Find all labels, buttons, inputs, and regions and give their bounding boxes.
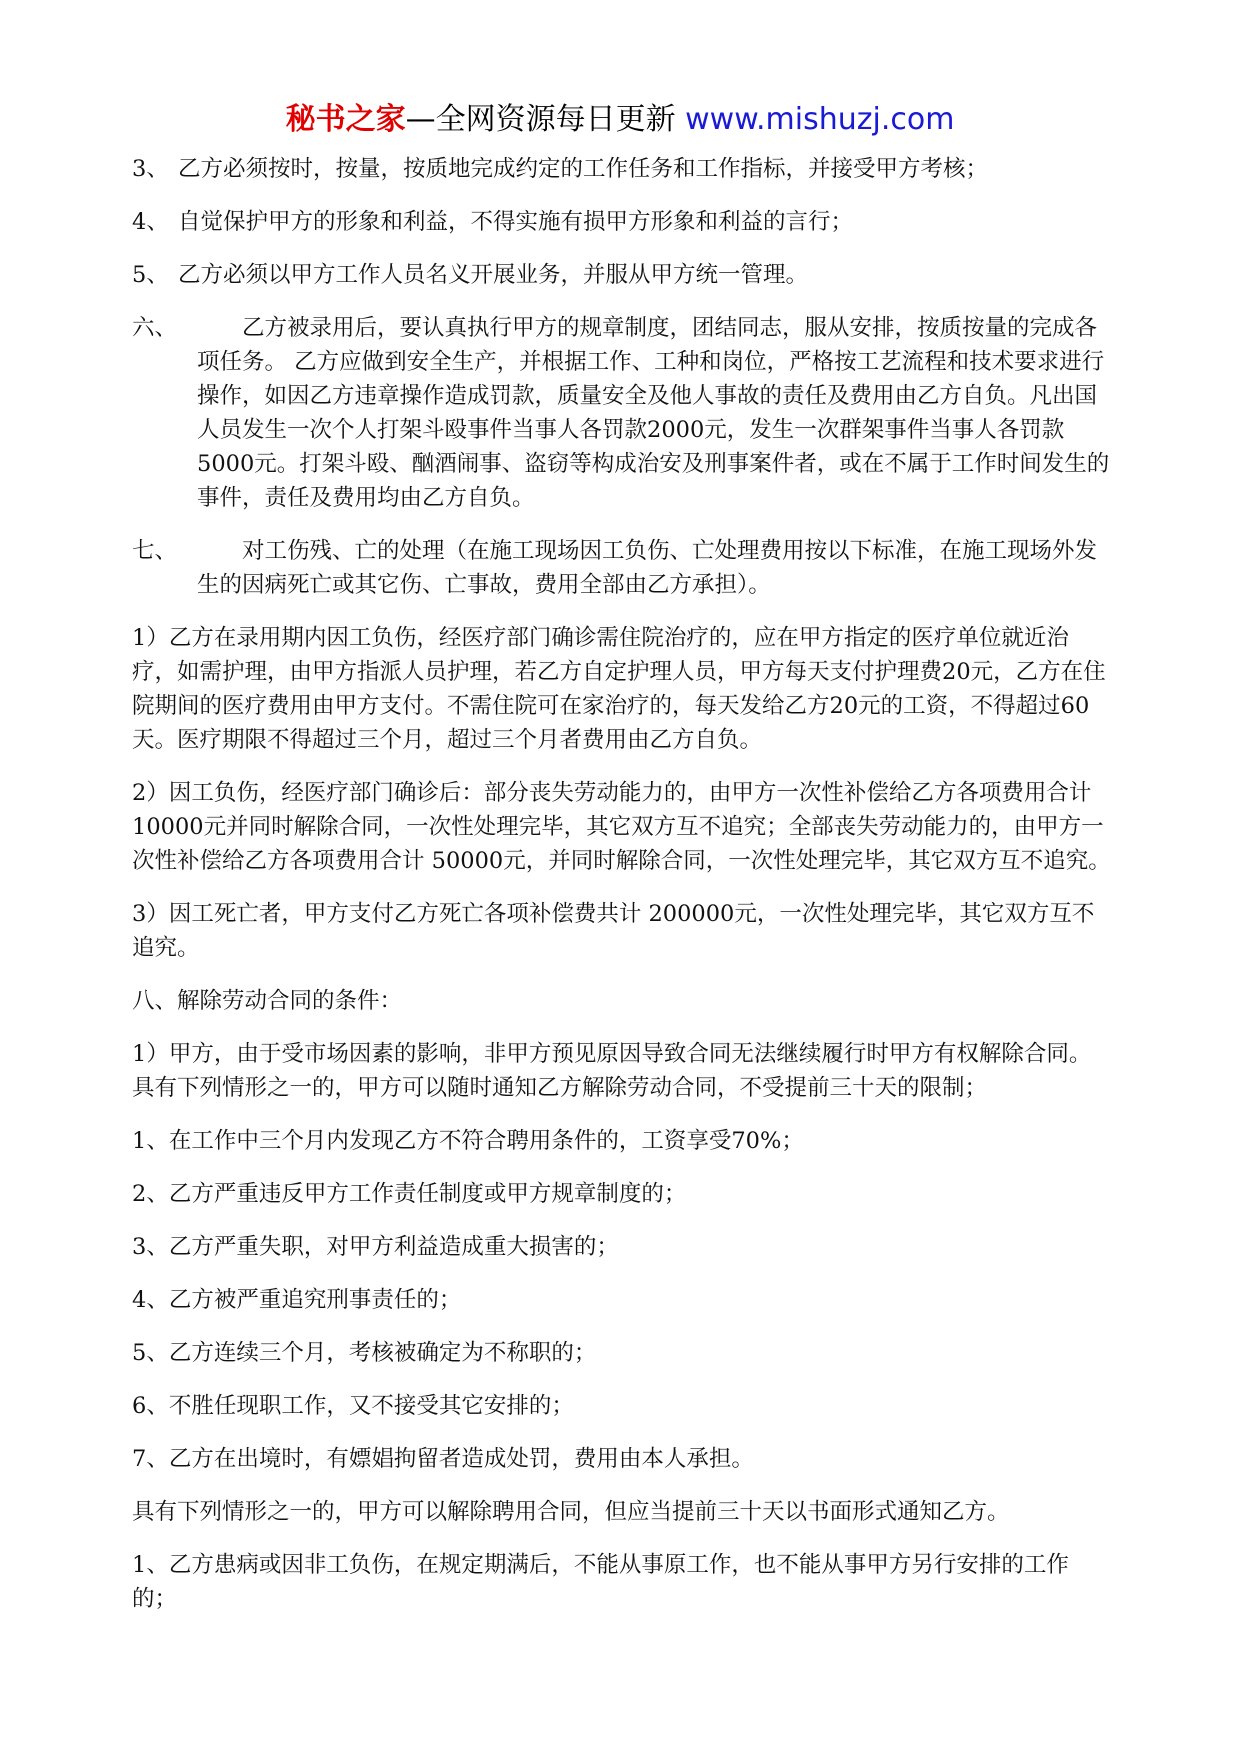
termination-item-4: 4、乙方被严重追究刑事责任的； — [132, 1287, 462, 1313]
termination-item-6: 6、不胜任现职工作，又不接受其它安排的； — [132, 1393, 574, 1419]
termination-item-3: 3、乙方严重失职，对甲方利益造成重大损害的； — [132, 1234, 619, 1260]
injury-clause-1: 1）乙方在录用期内因工负伤，经医疗部门确诊需住院治疗的，应在甲方指定的医疗单位就近治疗，如需护理，由甲方指派人员护理，若乙方自定护理人员，甲方每天支付护理费20元，乙方在住院期间的医疗费用由甲方支付。不需住院可在家治疗的，每天发给乙方20元的工资，不得超过60天。医疗期限不得超过三个月，超过三个月者费用由乙方自负。 — [132, 625, 1106, 753]
section-8-title: 八、解除劳动合同的条件： — [132, 988, 403, 1014]
notice-termination-item-1: 1、乙方患病或因非工负伤，在规定期满后，不能从事原工作，也不能从事甲方另行安排的工作的； — [132, 1552, 1069, 1612]
termination-item-5: 5、乙方连续三个月，考核被确定为不称职的； — [132, 1340, 597, 1366]
section-number: 七、 — [132, 538, 178, 564]
clause-item-3 — [132, 152, 1112, 186]
watermark-brand: 秘书之家 — [285, 102, 406, 137]
section-7 — [132, 534, 1112, 602]
notice-termination-intro: 具有下列情形之一的，甲方可以解除聘用合同，但应当提前三十天以书面形式通知乙方。 — [132, 1499, 1010, 1525]
clause-number: 5、 — [132, 262, 169, 288]
clause-item-5 — [132, 258, 1112, 292]
clause-text: 自觉保护甲方的形象和利益，不得实施有损甲方形象和利益的言行； — [178, 209, 854, 235]
termination-item-7: 7、乙方在出境时，有嫖娼拘留者造成处罚，费用由本人承担。 — [132, 1446, 754, 1472]
document-body — [132, 152, 1112, 1616]
clause-text: 乙方必须以甲方工作人员名义开展业务，并服从甲方统一管理。 — [178, 262, 809, 288]
clause-number: 3、 — [132, 156, 169, 182]
clause-item-4 — [132, 205, 1112, 239]
clause-text: 乙方必须按时，按量，按质地完成约定的工作任务和工作指标，并接受甲方考核； — [178, 156, 989, 182]
termination-intro: 1）甲方，由于受市场因素的影响，非甲方预见原因导致合同无法继续履行时甲方有权解除合同。具有下列情形之一的，甲方可以随时通知乙方解除劳动合同，不受提前三十天的限制； — [132, 1041, 1092, 1101]
injury-clause-3: 3）因工死亡者，甲方支付乙方死亡各项补偿费共计 200000元，一次性处理完毕，其它双方互不追究。 — [132, 901, 1095, 961]
termination-item-1: 1、在工作中三个月内发现乙方不符合聘用条件的，工资享受70%； — [132, 1128, 804, 1154]
section-text: 乙方被录用后，要认真执行甲方的规章制度，团结同志，服从安排，按质按量的完成各项任务。 乙方应做到安全生产，并根据工作、工种和岗位，严格按工艺流程和技术要求进行操作，如因乙方违章操作造成罚款，质量安全及他人事故的责任及费用由乙方自负。凡出国人员发生一次个人打架斗殴事件当事人各罚款2000元，发生一次群架事件当事人各罚款5000元。打架斗殴、酗酒闹事、盗窃等构成治安及刑事案件者，或在不属于工作时间发生的事件，责任及费用均由乙方自负。 — [197, 315, 1110, 511]
section-number: 六、 — [132, 315, 178, 341]
watermark-tagline: —全网资源每日更新 — [405, 102, 686, 137]
section-6 — [132, 311, 1112, 515]
termination-item-2: 2、乙方严重违反甲方工作责任制度或甲方规章制度的； — [132, 1181, 687, 1207]
injury-clause-2: 2）因工负伤，经医疗部门确诊后：部分丧失劳动能力的，由甲方一次性补偿给乙方各项费用合计 10000元并同时解除合同，一次性处理完毕，其它双方互不追究；全部丧失劳动能力的，由甲方一次性补偿给乙方各项费用合计 50000元，并同时解除合同，一次性处理完毕，其它双方互不追究。 — [132, 780, 1111, 874]
section-text: 对工伤残、亡的处理（在施工现场因工负伤、亡处理费用按以下标准，在施工现场外发生的因病死亡或其它伤、亡事故，费用全部由乙方承担）。 — [197, 538, 1098, 598]
clause-number: 4、 — [132, 209, 169, 235]
watermark-url[interactable]: www.mishuzj.com — [685, 102, 955, 137]
site-watermark — [0, 100, 1240, 140]
